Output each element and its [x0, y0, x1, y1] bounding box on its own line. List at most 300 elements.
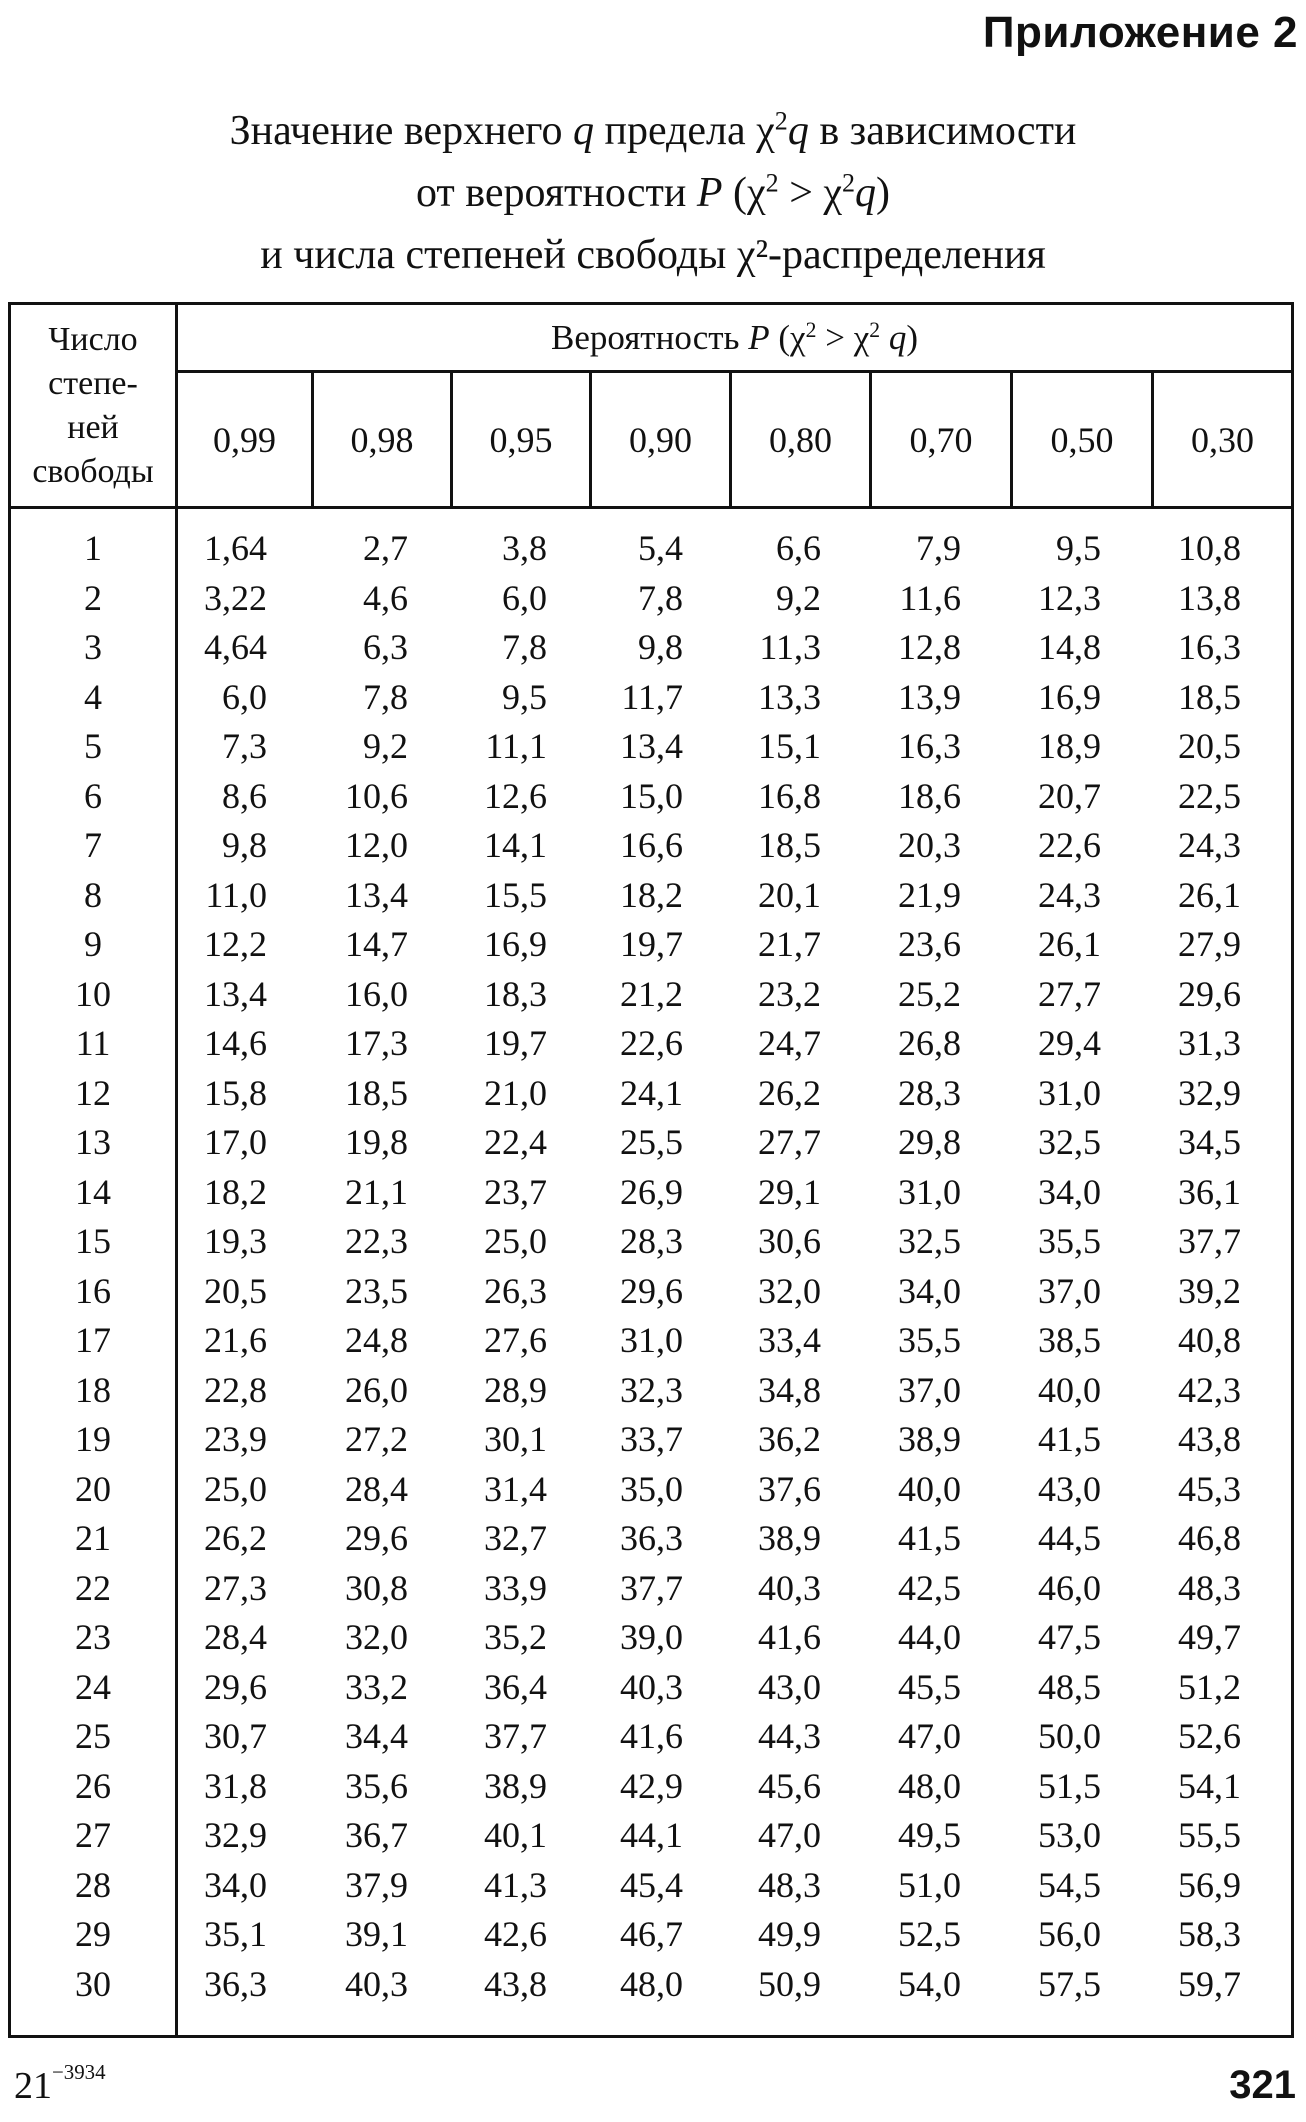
table-row — [11, 1960, 1291, 2010]
dof-cell: 5 — [84, 726, 102, 766]
value-cell: 33,9 — [484, 1567, 547, 1608]
value-cell: 35,0 — [620, 1468, 683, 1509]
value-cell: 45,3 — [1178, 1468, 1241, 1509]
value-cell: 29,6 — [204, 1666, 267, 1707]
value-cell: 45,6 — [758, 1765, 821, 1806]
value-cell: 51,2 — [1178, 1666, 1241, 1707]
title-text: ) — [876, 170, 891, 216]
value-cell: 9,5 — [502, 676, 547, 717]
table-row — [11, 920, 1291, 970]
table-row — [11, 1514, 1291, 1564]
value-cell: 20,1 — [758, 874, 821, 915]
value-cell: 40,0 — [1038, 1369, 1101, 1410]
table-title — [0, 100, 1306, 286]
value-cell: 27,7 — [1038, 973, 1101, 1014]
value-cell: 9,2 — [363, 726, 408, 766]
value-cell: 12,6 — [484, 775, 547, 816]
value-cell: 33,7 — [620, 1419, 683, 1459]
value-cell: 37,7 — [484, 1716, 547, 1756]
value-cell: 54,0 — [898, 1963, 961, 2004]
title-text: от вероятности — [415, 170, 697, 216]
value-cell: 28,4 — [204, 1617, 267, 1657]
title-text: > χ — [778, 170, 843, 216]
dof-cell: 19 — [75, 1419, 111, 1459]
value-cell: 21,0 — [484, 1072, 547, 1113]
value-cell: 21,6 — [204, 1320, 267, 1360]
value-cell: 10,6 — [345, 775, 408, 816]
value-cell: 18,5 — [345, 1072, 408, 1113]
value-cell: 52,6 — [1178, 1716, 1241, 1756]
value-cell: 20,5 — [1178, 726, 1241, 766]
value-cell: 12,0 — [345, 825, 408, 865]
value-cell: 47,0 — [758, 1815, 821, 1855]
value-cell: 13,8 — [1178, 577, 1241, 618]
value-cell: 40,1 — [484, 1815, 547, 1855]
value-cell: 17,3 — [345, 1023, 408, 1063]
probability-column-header: 0,99 — [213, 419, 276, 460]
dof-cell: 7 — [84, 825, 102, 865]
signature-number: 21 — [14, 2065, 52, 2107]
value-cell: 21,7 — [758, 924, 821, 964]
value-cell: 46,8 — [1178, 1518, 1241, 1558]
dof-cell: 12 — [75, 1072, 111, 1113]
value-cell: 18,6 — [898, 775, 961, 816]
value-cell: 6,3 — [363, 627, 408, 667]
value-cell: 41,6 — [758, 1617, 821, 1657]
dof-cell: 18 — [75, 1369, 111, 1410]
dof-cell: 2 — [84, 577, 102, 618]
value-cell: 35,5 — [898, 1320, 961, 1360]
value-cell: 44,1 — [620, 1815, 683, 1855]
table-row — [11, 1910, 1291, 1960]
value-cell: 40,8 — [1178, 1320, 1241, 1360]
value-cell: 29,1 — [758, 1171, 821, 1212]
value-cell: 6,6 — [776, 528, 821, 568]
dof-cell: 15 — [75, 1221, 111, 1261]
value-cell: 2,7 — [363, 528, 408, 568]
value-cell: 35,5 — [1038, 1221, 1101, 1261]
value-cell: 48,3 — [1178, 1567, 1241, 1608]
value-cell: 7,3 — [222, 726, 267, 766]
value-cell: 26,9 — [620, 1171, 683, 1212]
value-cell: 43,8 — [1178, 1419, 1241, 1459]
value-cell: 22,5 — [1178, 775, 1241, 816]
value-cell: 18,3 — [484, 973, 547, 1014]
value-cell: 48,0 — [620, 1963, 683, 2004]
value-cell: 54,5 — [1038, 1864, 1101, 1905]
value-cell: 12,8 — [898, 627, 961, 667]
value-cell: 22,6 — [620, 1023, 683, 1063]
title-line-3: и числа степеней свободы χ²-распределения — [260, 232, 1046, 278]
value-cell: 31,3 — [1178, 1023, 1241, 1063]
value-cell: 44,5 — [1038, 1518, 1101, 1558]
value-cell: 28,4 — [345, 1468, 408, 1509]
value-cell: 8,6 — [222, 775, 267, 816]
probability-column-header: 0,80 — [769, 419, 832, 460]
value-cell: 40,0 — [898, 1468, 961, 1509]
table-row — [11, 1168, 1291, 1218]
table-row — [11, 970, 1291, 1020]
value-cell: 41,6 — [620, 1716, 683, 1756]
dof-cell: 4 — [84, 676, 102, 717]
value-cell: 18,2 — [620, 874, 683, 915]
prob-header-superscript: 2 — [805, 317, 817, 342]
value-cell: 16,6 — [620, 825, 683, 865]
dof-cell: 26 — [75, 1765, 111, 1806]
value-cell: 18,5 — [758, 825, 821, 865]
value-cell: 50,0 — [1038, 1716, 1101, 1756]
value-cell: 40,3 — [758, 1567, 821, 1608]
value-cell: 19,3 — [204, 1221, 267, 1261]
table-row — [11, 1366, 1291, 1416]
value-cell: 13,4 — [204, 973, 267, 1014]
value-cell: 19,7 — [620, 924, 683, 964]
value-cell: 59,7 — [1178, 1963, 1241, 2004]
value-cell: 22,4 — [484, 1122, 547, 1162]
probability-column-header: 0,90 — [629, 419, 692, 460]
value-cell: 38,9 — [898, 1419, 961, 1459]
value-cell: 35,1 — [204, 1914, 267, 1954]
value-cell: 48,3 — [758, 1864, 821, 1905]
value-cell: 12,3 — [1038, 577, 1101, 618]
value-cell: 43,8 — [484, 1963, 547, 2004]
value-cell: 37,7 — [620, 1567, 683, 1608]
prob-header-text: > χ — [816, 317, 870, 357]
value-cell: 21,1 — [345, 1171, 408, 1212]
value-cell: 14,8 — [1038, 627, 1101, 667]
value-cell: 7,8 — [502, 627, 547, 667]
value-cell: 46,7 — [620, 1914, 683, 1954]
dof-cell: 9 — [84, 924, 102, 964]
value-cell: 6,0 — [502, 577, 547, 618]
value-cell: 48,0 — [898, 1765, 961, 1806]
value-cell: 36,4 — [484, 1666, 547, 1707]
value-cell: 47,5 — [1038, 1617, 1101, 1657]
value-cell: 27,2 — [345, 1419, 408, 1459]
value-cell: 15,5 — [484, 874, 547, 915]
value-cell: 31,0 — [1038, 1072, 1101, 1113]
value-cell: 15,8 — [204, 1072, 267, 1113]
table-row — [11, 1465, 1291, 1515]
dof-cell: 17 — [75, 1320, 111, 1360]
value-cell: 41,5 — [1038, 1419, 1101, 1459]
value-cell: 50,9 — [758, 1963, 821, 2004]
value-cell: 29,6 — [1178, 973, 1241, 1014]
value-cell: 16,0 — [345, 973, 408, 1014]
value-cell: 22,8 — [204, 1369, 267, 1410]
value-cell: 42,9 — [620, 1765, 683, 1806]
value-cell: 30,7 — [204, 1716, 267, 1756]
value-cell: 11,7 — [621, 676, 683, 717]
value-cell: 54,1 — [1178, 1765, 1241, 1806]
value-cell: 24,1 — [620, 1072, 683, 1113]
value-cell: 1,64 — [204, 528, 267, 568]
value-cell: 38,9 — [484, 1765, 547, 1806]
value-cell: 25,2 — [898, 973, 961, 1014]
value-cell: 9,2 — [776, 577, 821, 618]
value-cell: 43,0 — [758, 1666, 821, 1707]
value-cell: 28,3 — [898, 1072, 961, 1113]
value-cell: 7,8 — [638, 577, 683, 618]
table-row — [11, 1415, 1291, 1465]
value-cell: 44,3 — [758, 1716, 821, 1756]
value-cell: 25,0 — [484, 1221, 547, 1261]
probability-column-header: 0,95 — [489, 419, 553, 460]
table-row — [11, 673, 1291, 723]
dof-header-line: Число — [48, 320, 138, 358]
prob-header-var: q — [880, 317, 907, 357]
value-cell: 32,0 — [758, 1270, 821, 1311]
value-cell: 31,4 — [484, 1468, 547, 1509]
value-cell: 12,2 — [204, 924, 267, 964]
value-cell: 31,0 — [620, 1320, 683, 1360]
value-cell: 29,8 — [898, 1122, 961, 1162]
chi-square-table — [8, 302, 1294, 2038]
printer-signature — [14, 2060, 106, 2108]
value-cell: 27,3 — [204, 1567, 267, 1608]
value-cell: 49,5 — [898, 1815, 961, 1855]
value-cell: 19,7 — [484, 1023, 547, 1063]
table-row — [11, 1613, 1291, 1663]
value-cell: 26,2 — [204, 1518, 267, 1558]
value-cell: 32,3 — [620, 1369, 683, 1410]
dof-cell: 28 — [75, 1864, 111, 1905]
value-cell: 3,22 — [204, 577, 267, 618]
value-cell: 49,7 — [1178, 1617, 1241, 1657]
value-cell: 37,6 — [758, 1468, 821, 1509]
value-cell: 13,3 — [758, 676, 821, 717]
value-cell: 16,3 — [898, 726, 961, 766]
table-row — [11, 623, 1291, 673]
value-cell: 27,7 — [758, 1122, 821, 1162]
value-cell: 38,5 — [1038, 1320, 1101, 1360]
title-superscript: 2 — [774, 106, 788, 136]
value-cell: 44,0 — [898, 1617, 961, 1657]
signature-superscript: −3934 — [52, 2060, 106, 2085]
dof-cell: 1 — [84, 528, 102, 568]
value-cell: 34,5 — [1178, 1122, 1241, 1162]
table-row — [11, 821, 1291, 871]
value-cell: 10,8 — [1178, 528, 1241, 568]
value-cell: 29,6 — [345, 1518, 408, 1558]
dof-cell: 6 — [84, 775, 102, 816]
value-cell: 34,4 — [345, 1716, 408, 1756]
value-cell: 4,6 — [363, 577, 408, 618]
value-cell: 58,3 — [1178, 1914, 1241, 1954]
dof-header-line: ней — [67, 408, 119, 446]
dof-cell: 23 — [75, 1617, 111, 1657]
value-cell: 39,0 — [620, 1617, 683, 1657]
table-row — [11, 1069, 1291, 1119]
value-cell: 33,2 — [345, 1666, 408, 1707]
page-number: 321 — [1229, 2063, 1296, 2107]
dof-cell: 30 — [75, 1963, 111, 2004]
value-cell: 36,1 — [1178, 1171, 1241, 1212]
title-text: Значение верхнего — [229, 108, 573, 154]
value-cell: 32,7 — [484, 1518, 547, 1558]
value-cell: 49,9 — [758, 1914, 821, 1954]
probability-column-header: 0,70 — [909, 419, 973, 460]
value-cell: 16,9 — [484, 924, 547, 964]
table-row — [11, 1811, 1291, 1861]
dof-cell: 27 — [75, 1815, 111, 1855]
value-cell: 38,9 — [758, 1518, 821, 1558]
value-cell: 14,1 — [484, 825, 547, 865]
value-cell: 18,2 — [204, 1171, 267, 1212]
value-cell: 3,8 — [502, 528, 547, 568]
value-cell: 18,5 — [1178, 676, 1241, 717]
value-cell: 23,9 — [204, 1419, 267, 1459]
value-cell: 7,8 — [363, 676, 408, 717]
value-cell: 17,0 — [204, 1122, 267, 1162]
value-cell: 11,3 — [759, 627, 821, 667]
probability-column-header: 0,30 — [1191, 419, 1254, 460]
value-cell: 16,9 — [1038, 676, 1101, 717]
value-cell: 45,4 — [620, 1864, 683, 1905]
dof-cell: 25 — [75, 1716, 111, 1756]
dof-cell: 3 — [84, 627, 102, 667]
dof-column-header — [11, 305, 175, 506]
title-superscript: 2 — [842, 168, 856, 198]
prob-header-text: (χ — [769, 317, 806, 357]
value-cell: 20,5 — [204, 1270, 267, 1311]
value-cell: 39,2 — [1178, 1270, 1241, 1311]
value-cell: 26,3 — [484, 1270, 547, 1311]
value-cell: 32,0 — [345, 1617, 408, 1657]
value-cell: 56,9 — [1178, 1864, 1241, 1905]
value-cell: 24,3 — [1038, 874, 1101, 915]
value-cell: 51,5 — [1038, 1765, 1101, 1806]
value-cell: 37,7 — [1178, 1221, 1241, 1261]
value-cell: 26,8 — [898, 1023, 961, 1063]
value-cell: 20,7 — [1038, 775, 1101, 816]
value-cell: 11,1 — [485, 726, 547, 766]
value-cell: 32,9 — [1178, 1072, 1241, 1113]
value-cell: 6,0 — [222, 676, 267, 717]
value-cell: 33,4 — [758, 1320, 821, 1360]
dof-cell: 14 — [75, 1171, 111, 1212]
title-var: P — [696, 170, 723, 216]
title-text: (χ — [722, 170, 766, 216]
value-cell: 29,6 — [620, 1270, 683, 1311]
dof-cell: 20 — [75, 1468, 111, 1509]
prob-header-superscript: 2 — [869, 317, 881, 342]
prob-header-text: Вероятность — [551, 317, 749, 357]
value-cell: 34,0 — [1038, 1171, 1101, 1212]
value-cell: 47,0 — [898, 1716, 961, 1756]
value-cell: 42,6 — [484, 1914, 547, 1954]
value-cell: 45,5 — [898, 1666, 961, 1707]
dof-cell: 16 — [75, 1270, 111, 1311]
row-divider — [11, 506, 1291, 509]
title-text: предела χ — [593, 108, 775, 154]
value-cell: 4,64 — [204, 627, 267, 667]
value-cell: 26,2 — [758, 1072, 821, 1113]
table-row — [11, 524, 1291, 574]
value-cell: 36,3 — [204, 1963, 267, 2004]
value-cell: 7,9 — [916, 528, 961, 568]
value-cell: 36,2 — [758, 1419, 821, 1459]
value-cell: 29,4 — [1038, 1023, 1101, 1063]
value-cell: 52,5 — [898, 1914, 961, 1954]
value-cell: 21,9 — [898, 874, 961, 915]
table-body — [11, 524, 1291, 2009]
appendix-label: Приложение 2 — [982, 8, 1298, 57]
value-cell: 30,6 — [758, 1221, 821, 1261]
value-cell: 15,1 — [758, 726, 821, 766]
value-cell: 13,4 — [345, 874, 408, 915]
table-row — [11, 1663, 1291, 1713]
prob-header-text: ) — [906, 317, 918, 357]
value-cell: 22,3 — [345, 1221, 408, 1261]
table-row — [11, 1217, 1291, 1267]
value-cell: 5,4 — [638, 528, 683, 568]
value-cell: 23,2 — [758, 973, 821, 1014]
value-cell: 28,9 — [484, 1369, 547, 1410]
value-cell: 27,9 — [1178, 924, 1241, 964]
title-line-1 — [0, 100, 1306, 162]
value-cell: 32,5 — [898, 1221, 961, 1261]
value-cell: 55,5 — [1178, 1815, 1241, 1855]
table-row — [11, 1762, 1291, 1812]
value-cell: 53,0 — [1038, 1815, 1101, 1855]
value-cell: 23,5 — [345, 1270, 408, 1311]
value-cell: 37,0 — [898, 1369, 961, 1410]
value-cell: 41,3 — [484, 1864, 547, 1905]
prob-header-var: P — [748, 317, 770, 357]
value-cell: 37,0 — [1038, 1270, 1101, 1311]
title-var: q — [572, 108, 594, 154]
value-cell: 26,0 — [345, 1369, 408, 1410]
value-cell: 26,1 — [1178, 874, 1241, 915]
value-cell: 13,9 — [898, 676, 961, 717]
value-cell: 43,0 — [1038, 1468, 1101, 1509]
value-cell: 27,6 — [484, 1320, 547, 1360]
dof-cell: 22 — [75, 1567, 111, 1608]
dof-cell: 21 — [75, 1518, 111, 1558]
value-cell: 11,0 — [205, 874, 267, 915]
table-row — [11, 574, 1291, 624]
dof-cell: 13 — [75, 1122, 111, 1162]
value-cell: 41,5 — [898, 1518, 961, 1558]
probability-column-header: 0,98 — [350, 419, 414, 460]
table-row — [11, 1019, 1291, 1069]
value-cell: 46,0 — [1038, 1567, 1101, 1608]
title-superscript: 2 — [765, 168, 779, 198]
value-cell: 39,1 — [345, 1914, 408, 1954]
table-row — [11, 1712, 1291, 1762]
value-cell: 9,8 — [638, 627, 683, 667]
value-cell: 35,2 — [484, 1617, 547, 1657]
value-cell: 14,7 — [345, 924, 408, 964]
dof-header-line: свободы — [32, 452, 154, 490]
table-row — [11, 1316, 1291, 1366]
value-cell: 9,5 — [1056, 528, 1101, 568]
table-row — [11, 1118, 1291, 1168]
value-cell: 24,3 — [1178, 825, 1241, 865]
value-cell: 30,8 — [345, 1567, 408, 1608]
value-cell: 26,1 — [1038, 924, 1101, 964]
value-cell: 32,9 — [204, 1815, 267, 1855]
value-cell: 16,3 — [1178, 627, 1241, 667]
value-cell: 25,0 — [204, 1468, 267, 1509]
value-cell: 31,0 — [898, 1171, 961, 1212]
table-row — [11, 1861, 1291, 1911]
dof-cell: 8 — [84, 874, 102, 915]
title-line-2 — [0, 162, 1306, 224]
probability-column-header: 0,50 — [1050, 419, 1114, 460]
value-cell: 35,6 — [345, 1765, 408, 1806]
